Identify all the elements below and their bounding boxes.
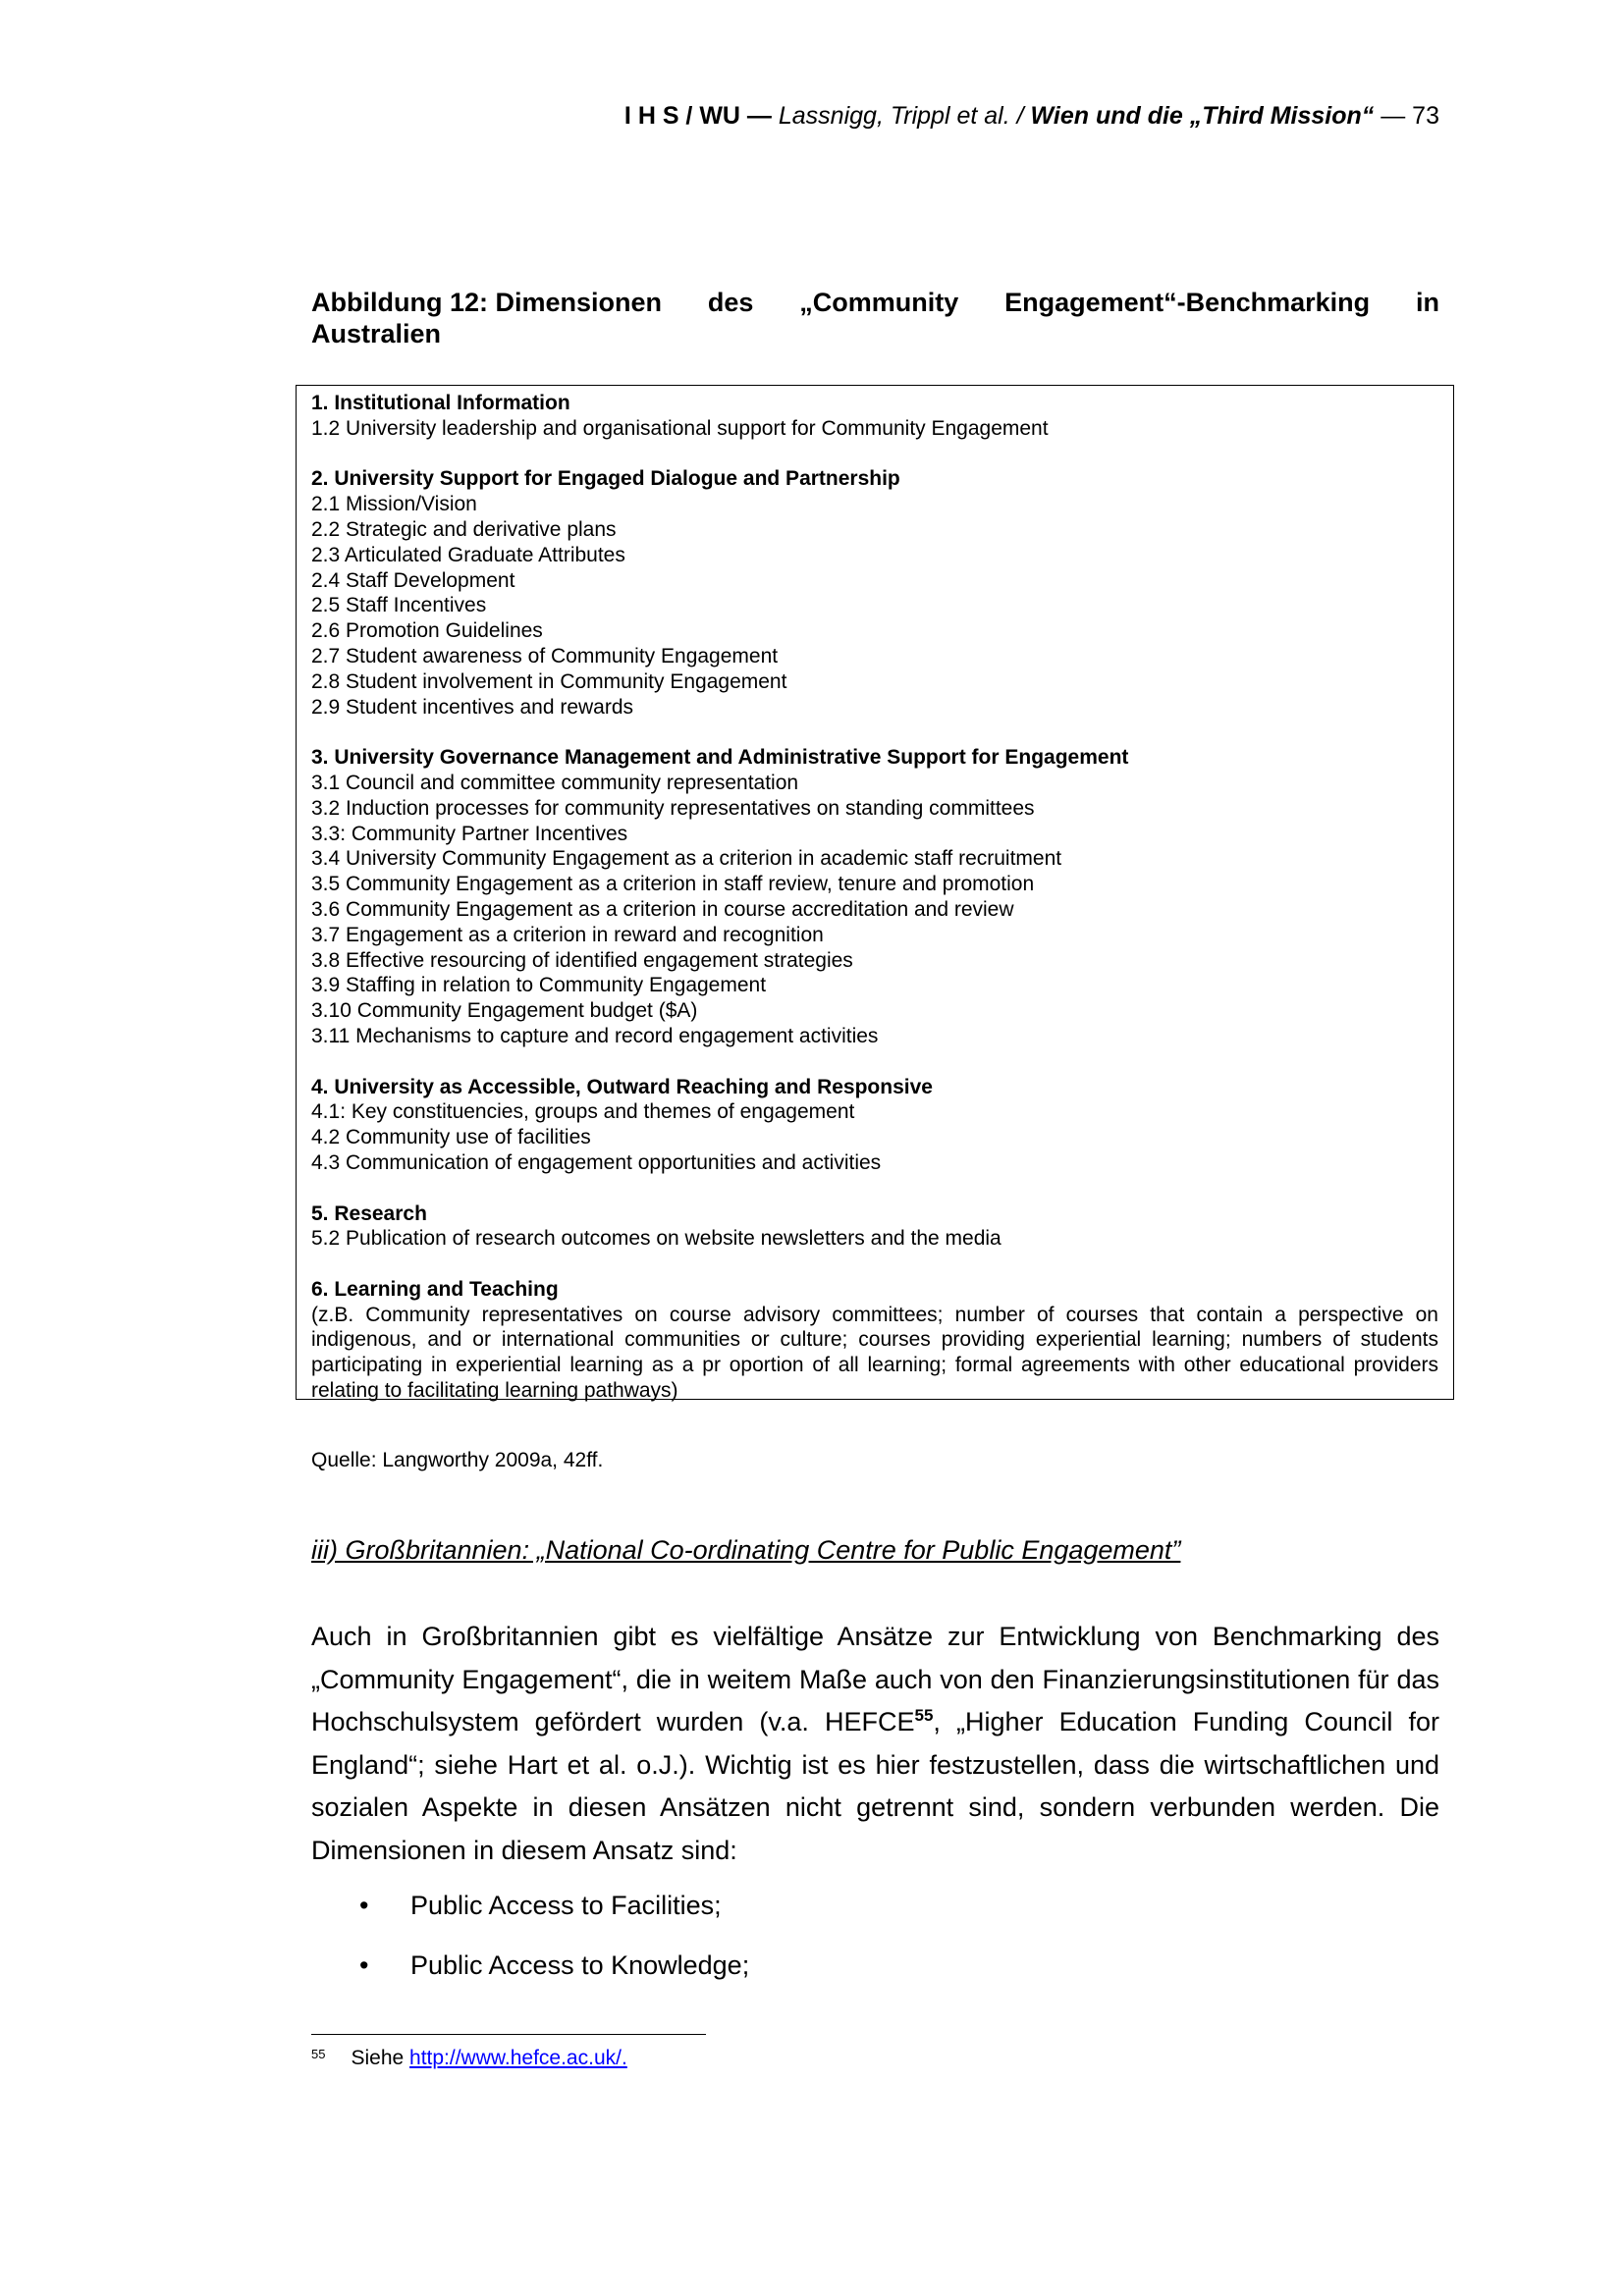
footnote-ref[interactable]: 55	[914, 1706, 934, 1725]
title-word: Abbildung 12: Dimensionen	[311, 288, 663, 317]
title-word: Engagement“-Benchmarking	[1004, 288, 1371, 317]
section-item: 1.2 University leadership and organisational support for Community Engagement	[311, 416, 1049, 440]
section	[311, 466, 1438, 720]
section-item: 2.9 Student incentives and rewards	[311, 695, 634, 719]
bullet-text: Public Access to Facilities;	[410, 1891, 722, 1920]
section	[311, 391, 1438, 442]
section-text: (z.B. Community representatives on course advisory committees; number of courses that contain a perspective on indigenous, and or international communities or culture; courses providing experiential learning; numbers of students participating in experiential learning as a pr oportion of all learning; formal agreements with other educational providers relating to facilitating learning pathways)	[311, 1303, 1438, 1403]
section-item: 3.5 Community Engagement as a criterion in staff review, tenure and promotion	[311, 873, 1035, 896]
header-authors: Lassnigg, Trippl et al. /	[778, 102, 1024, 130]
section-item: 2.4 Staff Development	[311, 568, 515, 592]
header-org: I H S / WU —	[623, 102, 772, 130]
section-heading: 1. Institutional Information	[311, 392, 570, 414]
section-item: 2.7 Student awareness of Community Engagement	[311, 644, 779, 667]
bullet-item	[359, 1950, 749, 1981]
footnote-number: 55	[311, 2047, 326, 2061]
section	[311, 745, 1438, 1049]
body-paragraph	[311, 1616, 1439, 1872]
body-text: , „Higher Education Funding Council for England“; siehe Hart et al. o.J.). Wichtig ist es hier festzustellen, dass die wirtschaftlichen und sozialen Aspekte in diesen Ansätzen nicht getrennt sind, sondern verbunden werden. Die Dimensionen in diesem Ansatz sind:	[311, 1707, 1439, 1865]
bullet-item	[359, 1891, 722, 1921]
section-item: 3.6 Community Engagement as a criterion in course accreditation and review	[311, 897, 1014, 921]
section-item: 3.10 Community Engagement budget ($A)	[311, 999, 698, 1023]
figure-title	[311, 287, 1439, 349]
section-item: 3.4 University Community Engagement as a criterion in academic staff recruitment	[311, 847, 1062, 871]
section-item: 2.8 Student involvement in Community Engagement	[311, 669, 787, 693]
section-item: 3.9 Staffing in relation to Community Engagement	[311, 974, 767, 997]
section-item: 2.1 Mission/Vision	[311, 493, 477, 516]
section-item: 3.3: Community Partner Incentives	[311, 822, 628, 845]
section-item: 4.1: Key constituencies, groups and themes of engagement	[311, 1100, 855, 1124]
bullet-icon: •	[359, 1891, 369, 1920]
section	[311, 1075, 1438, 1176]
title-line-2: Australien	[311, 319, 442, 348]
section-heading: 6. Learning and Teaching	[311, 1277, 559, 1301]
running-header	[624, 102, 1439, 131]
section	[311, 1201, 1438, 1253]
subheading: iii) Großbritannien: „National Co-ordinating Centre for Public Engagement”	[311, 1535, 1181, 1565]
section-item: 3.8 Effective resourcing of identified engagement strategies	[311, 948, 853, 972]
section-item: 5.2 Publication of research outcomes on website newsletters and the media	[311, 1227, 1001, 1251]
section-heading: 3. University Governance Management and Administrative Support for Engagement	[311, 746, 1129, 770]
section-item: 3.2 Induction processes for community representatives on standing committees	[311, 796, 1035, 820]
footnote-link[interactable]: http://www.hefce.ac.uk/.	[409, 2047, 627, 2069]
title-word: des	[707, 288, 754, 317]
section-heading: 4. University as Accessible, Outward Reaching and Responsive	[311, 1075, 933, 1098]
footnote-text: Siehe	[351, 2047, 410, 2069]
header-title: Wien und die „Third Mission“	[1030, 102, 1375, 130]
bullet-icon: •	[359, 1950, 369, 1980]
section-item: 2.6 Promotion Guidelines	[311, 619, 543, 643]
body-text: Auch in Großbritannien gibt es vielfältige Ansätze zur Entwicklung von Benchmarking des „Community Engagement“, die in weitem Maße auch von den Finanzierungsinstitutionen für das Hochschulsystem gefördert wurden (v.a. HEFCE	[311, 1622, 1439, 1736]
footnote-separator	[311, 2034, 706, 2035]
section-item: 3.11 Mechanisms to capture and record engagement activities	[311, 1024, 879, 1047]
footnote	[311, 2047, 627, 2070]
section-heading: 5. Research	[311, 1201, 427, 1225]
title-word: in	[1416, 288, 1439, 317]
section-item: 4.2 Community use of facilities	[311, 1126, 591, 1149]
section-item: 2.2 Strategic and derivative plans	[311, 517, 617, 541]
bullet-text: Public Access to Knowledge;	[410, 1950, 750, 1980]
section-item: 3.1 Council and committee community representation	[311, 771, 799, 794]
figure-source: Quelle: Langworthy 2009a, 42ff.	[311, 1449, 604, 1471]
section-item: 4.3 Communication of engagement opportunities and activities	[311, 1150, 882, 1174]
page-number: — 73	[1380, 102, 1439, 130]
section-item: 2.5 Staff Incentives	[311, 594, 487, 617]
section-item: 2.3 Articulated Graduate Attributes	[311, 543, 625, 566]
title-word: „Community	[799, 288, 959, 317]
figure-box	[296, 385, 1454, 1403]
section-item: 3.7 Engagement as a criterion in reward and recognition	[311, 923, 824, 946]
section-heading: 2. University Support for Engaged Dialogue and Partnership	[311, 467, 900, 491]
